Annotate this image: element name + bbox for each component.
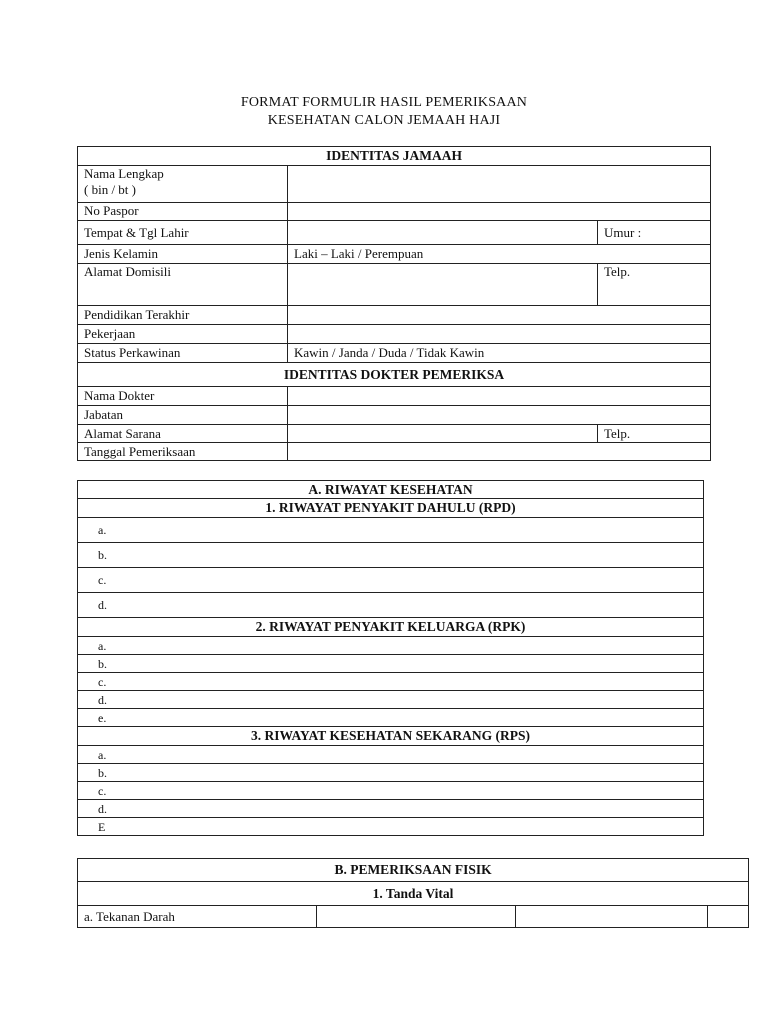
rps-item-d[interactable]: d. [78, 800, 704, 818]
tempat-tgl-lahir-field[interactable] [288, 221, 598, 245]
rpk-header: 2. RIWAYAT PENYAKIT KELUARGA (RPK) [78, 618, 704, 637]
tekanan-darah-field-2[interactable] [516, 906, 708, 928]
rpk-item-d[interactable]: d. [78, 691, 704, 709]
jabatan-label: Jabatan [78, 406, 288, 425]
jabatan-field[interactable] [288, 406, 711, 425]
rpk-item-c[interactable]: c. [78, 673, 704, 691]
status-perkawinan-label: Status Perkawinan [78, 344, 288, 363]
nama-dokter-label: Nama Dokter [78, 387, 288, 406]
rps-item-a[interactable]: a. [78, 746, 704, 764]
tanggal-pemeriksaan-field[interactable] [288, 443, 711, 461]
alamat-domisili-field[interactable] [288, 264, 598, 306]
bin-bt-text: ( bin / bt ) [84, 182, 136, 197]
rpd-item-a[interactable]: a. [78, 518, 704, 543]
nama-dokter-field[interactable] [288, 387, 711, 406]
alamat-sarana-label: Alamat Sarana [78, 425, 288, 443]
nama-lengkap-label [78, 166, 288, 203]
tekanan-darah-label: a. Tekanan Darah [78, 906, 317, 928]
pendidikan-field[interactable] [288, 306, 711, 325]
identitas-jamaah-header: IDENTITAS JAMAAH [78, 147, 711, 166]
jenis-kelamin-label: Jenis Kelamin [78, 245, 288, 264]
riwayat-kesehatan-table [77, 480, 704, 836]
status-perkawinan-field[interactable]: Kawin / Janda / Duda / Tidak Kawin [288, 344, 711, 363]
rpk-item-e[interactable]: e. [78, 709, 704, 727]
rpd-item-c[interactable]: c. [78, 568, 704, 593]
tekanan-darah-field-1[interactable] [317, 906, 516, 928]
identitas-table [77, 146, 711, 461]
rpd-item-d[interactable]: d. [78, 593, 704, 618]
pemeriksaan-fisik-table [77, 858, 749, 928]
rpd-header: 1. RIWAYAT PENYAKIT DAHULU (RPD) [78, 499, 704, 518]
no-paspor-label: No Paspor [78, 203, 288, 221]
form-title-line2: KESEHATAN CALON JEMAAH HAJI [267, 113, 501, 128]
pendidikan-label: Pendidikan Terakhir [78, 306, 288, 325]
tekanan-darah-field-3[interactable] [708, 906, 749, 928]
rps-item-c[interactable]: c. [78, 782, 704, 800]
pekerjaan-label: Pekerjaan [78, 325, 288, 344]
identitas-dokter-header: IDENTITAS DOKTER PEMERIKSA [78, 363, 711, 387]
alamat-sarana-field[interactable] [288, 425, 598, 443]
form-title-line1: FORMAT FORMULIR HASIL PEMERIKSAAN [240, 95, 528, 110]
telp-jamaah-field[interactable]: Telp. [598, 264, 711, 306]
pekerjaan-field[interactable] [288, 325, 711, 344]
rpk-item-a[interactable]: a. [78, 637, 704, 655]
rps-header: 3. RIWAYAT KESEHATAN SEKARANG (RPS) [78, 727, 704, 746]
jenis-kelamin-field[interactable]: Laki – Laki / Perempuan [288, 245, 711, 264]
rpk-item-b[interactable]: b. [78, 655, 704, 673]
rps-item-e[interactable]: E [78, 818, 704, 836]
alamat-domisili-label: Alamat Domisili [78, 264, 288, 306]
tanggal-pemeriksaan-label: Tanggal Pemeriksaan [78, 443, 288, 461]
rps-item-b[interactable]: b. [78, 764, 704, 782]
telp-sarana-field[interactable]: Telp. [598, 425, 711, 443]
nama-lengkap-text: Nama Lengkap [84, 166, 164, 181]
pemeriksaan-fisik-header: B. PEMERIKSAAN FISIK [78, 859, 749, 882]
tempat-tgl-lahir-label: Tempat & Tgl Lahir [78, 221, 288, 245]
umur-field[interactable]: Umur : [598, 221, 711, 245]
riwayat-kesehatan-header: A. RIWAYAT KESEHATAN [78, 481, 704, 499]
nama-lengkap-field[interactable] [288, 166, 711, 203]
no-paspor-field[interactable] [288, 203, 711, 221]
tanda-vital-header: 1. Tanda Vital [78, 882, 749, 906]
rpd-item-b[interactable]: b. [78, 543, 704, 568]
